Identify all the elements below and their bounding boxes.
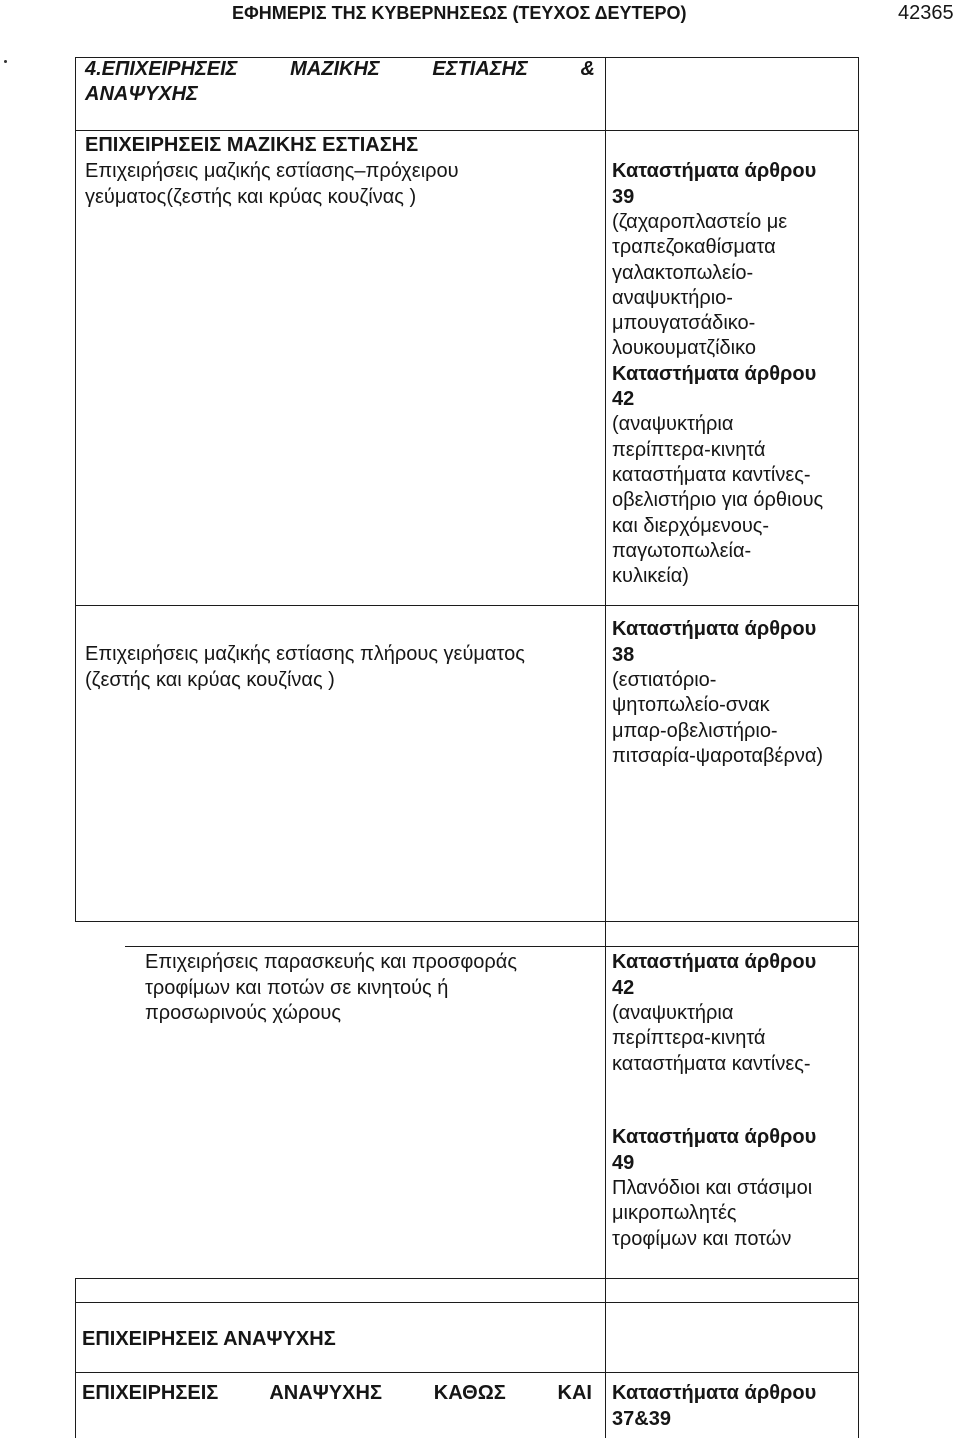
store-type-line: τραπεζοκαθίσματα bbox=[612, 236, 776, 259]
description-line: Επιχειρήσεις μαζικής εστίασης πλήρους γεύματος bbox=[85, 643, 525, 666]
store-label: Καταστήματα άρθρου bbox=[612, 951, 817, 974]
section-heading: ΕΠΙΧΕΙΡΗΣΕΙΣ ΜΑΖΙΚΗΣ ΕΣΤΙΑΣΗΣ bbox=[85, 134, 419, 157]
row-stores bbox=[612, 617, 823, 769]
description-line: γεύματος(ζεστής και κρύας κουζίνας ) bbox=[85, 185, 417, 208]
row-stores bbox=[612, 159, 823, 589]
store-type-line: (ζαχαροπλαστείο με bbox=[612, 210, 788, 233]
description-line: ΕΠΙΧΕΙΡΗΣΕΙΣ ΑΝΑΨΥΧΗΣ ΚΑΘΩΣ ΚΑΙ bbox=[82, 1382, 592, 1405]
description-line: τροφίμων και ποτών σε κινητούς ή bbox=[145, 976, 449, 999]
store-type-line: τροφίμων και ποτών bbox=[612, 1227, 792, 1250]
store-label: Καταστήματα άρθρου bbox=[612, 618, 817, 641]
store-label: Καταστήματα άρθρου bbox=[612, 362, 817, 385]
article-number: 42 bbox=[612, 388, 635, 411]
category-title-line: 4.ΕΠΙΧΕΙΡΗΣΕΙΣ ΜΑΖΙΚΗΣ ΕΣΤΙΑΣΗΣ & bbox=[85, 58, 595, 81]
description-line: (ζεστής και κρύας κουζίνας ) bbox=[85, 668, 335, 691]
description-line: Επιχειρήσεις παρασκευής και προσφοράς bbox=[145, 951, 518, 974]
description-line: προσωρινούς χώρους bbox=[145, 1001, 341, 1024]
table-row-rule bbox=[75, 1302, 858, 1303]
table-row-rule bbox=[75, 1278, 858, 1279]
table-row-rule bbox=[75, 130, 858, 131]
store-type-line: γαλακτοπωλείο- bbox=[612, 261, 754, 284]
store-type-line: μπουγατσάδικο- bbox=[612, 312, 756, 335]
store-type-line: περίπτερα-κινητά bbox=[612, 438, 766, 461]
column-divider bbox=[605, 57, 606, 1438]
store-type-line: (αναψυκτήρια bbox=[612, 413, 734, 436]
table-row-rule bbox=[75, 921, 858, 922]
table-row-rule bbox=[125, 946, 858, 947]
store-type-line: περίπτερα-κινητά bbox=[612, 1027, 766, 1050]
row-stores bbox=[612, 1381, 816, 1432]
store-label: Καταστήματα άρθρου bbox=[612, 1382, 817, 1405]
row-description bbox=[85, 642, 525, 693]
table-row-rule bbox=[75, 605, 858, 606]
article-number: 37&39 bbox=[612, 1407, 671, 1430]
row-description bbox=[145, 950, 517, 1026]
store-type-line: πιτσαρία-ψαροταβέρνα) bbox=[612, 744, 824, 767]
store-type-line: μικροπωλητές bbox=[612, 1202, 737, 1225]
scan-mark bbox=[4, 60, 7, 63]
table-row-rule bbox=[75, 1372, 858, 1373]
store-label: Καταστήματα άρθρου bbox=[612, 1126, 817, 1149]
store-type-line: και διερχόμενους- bbox=[612, 514, 770, 537]
store-type-line: Πλανόδιοι και στάσιμοι bbox=[612, 1176, 813, 1199]
table-left-border bbox=[75, 57, 76, 921]
store-type-line: λουκουματζίδικο bbox=[612, 337, 756, 360]
store-type-line: αναψυκτήριο- bbox=[612, 286, 733, 309]
description-line: Επιχειρήσεις μαζικής εστίασης–πρόχειρου bbox=[85, 160, 459, 183]
store-type-line: μπαρ-οβελιστήριο- bbox=[612, 719, 778, 742]
category-title-line: ΑΝΑΨΥΧΗΣ bbox=[85, 83, 198, 106]
store-label: Καταστήματα άρθρου bbox=[612, 160, 817, 183]
table-left-border bbox=[75, 1278, 76, 1438]
row-stores bbox=[612, 950, 816, 1076]
store-type-line: ψητοπωλείο-σνακ bbox=[612, 694, 770, 717]
store-type-line: κυλικεία) bbox=[612, 565, 689, 588]
row-description bbox=[85, 159, 459, 210]
article-number: 39 bbox=[612, 185, 635, 208]
store-type-line: (αναψυκτήρια bbox=[612, 1001, 734, 1024]
store-type-line: οβελιστήριο για όρθιους bbox=[612, 489, 824, 512]
article-number: 49 bbox=[612, 1151, 635, 1174]
row-stores bbox=[612, 1125, 816, 1251]
article-number: 38 bbox=[612, 643, 635, 666]
store-type-line: (εστιατόριο- bbox=[612, 668, 717, 691]
store-type-line: καταστήματα καντίνες- bbox=[612, 463, 811, 486]
gazette-header-title: ΕΦΗΜΕΡΙΣ ΤΗΣ ΚΥΒΕΡΝΗΣΕΩΣ (ΤΕΥΧΟΣ ΔΕΥΤΕΡΟ) bbox=[232, 3, 687, 23]
section-heading: ΕΠΙΧΕΙΡΗΣΕΙΣ ΑΝΑΨΥΧΗΣ bbox=[82, 1328, 336, 1351]
page-number: 42365 bbox=[898, 2, 954, 24]
table-right-border bbox=[858, 57, 859, 1438]
store-type-line: καταστήματα καντίνες- bbox=[612, 1052, 811, 1075]
store-type-line: παγωτοπωλεία- bbox=[612, 539, 752, 562]
article-number: 42 bbox=[612, 976, 635, 999]
